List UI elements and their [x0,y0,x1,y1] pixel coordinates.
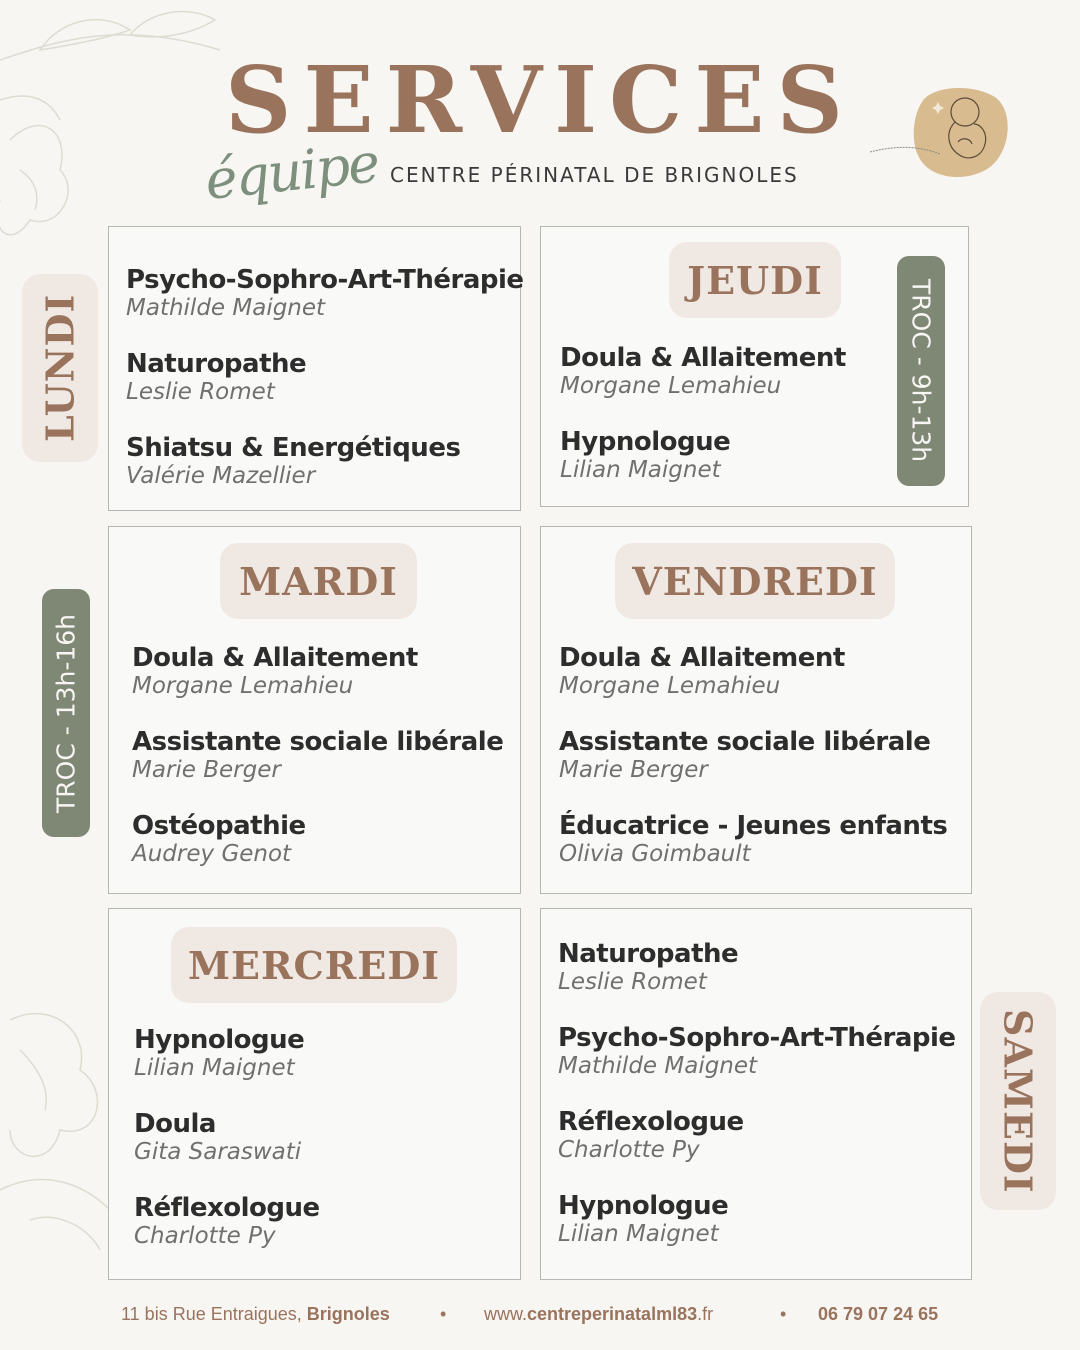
service-role: Psycho-Sophro-Art-Thérapie [558,1023,956,1053]
service-person: Mathilde Maignet [126,295,326,321]
service-item [126,433,460,489]
day-label-samedi-text: SAMEDI [995,1008,1041,1194]
day-card-mercredi [108,908,521,1280]
day-card-vendredi [540,526,972,894]
troc-badge-mardi-text: TROC - 13h-16h [51,613,81,813]
service-item [132,643,418,699]
troc-badge-mardi [42,589,90,837]
service-person: Valérie Mazellier [126,463,316,489]
service-item [559,811,947,867]
service-person: Leslie Romet [126,379,275,405]
day-label-samedi [980,992,1056,1210]
day-card-lundi [108,226,524,511]
service-item [559,727,930,783]
service-role: Doula [134,1109,216,1139]
service-person: Leslie Romet [558,969,707,995]
fetus-line-art-icon [870,82,1015,182]
service-person: Morgane Lemahieu [560,373,782,399]
service-item [126,265,524,321]
service-role: Shiatsu & Energétiques [126,433,461,463]
day-label-jeudi-text: JEUDI [687,257,823,303]
service-item [134,1025,304,1081]
day-label-mardi-text: MARDI [239,558,398,604]
day-card-samedi [540,908,972,1280]
service-item [559,643,845,699]
service-person: Charlotte Py [134,1223,276,1249]
day-label-mercredi-text: MERCREDI [187,942,441,988]
service-role: Doula & Allaitement [560,343,846,373]
service-person: Charlotte Py [558,1137,700,1163]
service-role: Hypnologue [134,1025,305,1055]
service-person: Lilian Maignet [560,457,721,483]
footer-separator: • [440,1304,447,1324]
service-person: Gita Saraswati [134,1139,302,1165]
service-item [134,1193,320,1249]
service-role: Hypnologue [558,1191,729,1221]
footer-separator: • [780,1304,787,1324]
day-label-vendredi-text: VENDREDI [632,558,878,604]
troc-badge-jeudi [897,256,945,486]
service-item [560,427,730,483]
service-person: Morgane Lemahieu [132,673,354,699]
service-role: Doula & Allaitement [559,643,845,673]
footer-address: 11 bis Rue Entraigues, Brignoles [121,1304,390,1324]
service-person: Olivia Goimbault [559,841,751,867]
service-item [560,343,846,399]
service-role: Éducatrice - Jeunes enfants [559,811,948,841]
footer-phone[interactable]: 06 79 07 24 65 [818,1304,939,1324]
service-item [132,727,503,783]
service-role: Doula & Allaitement [132,643,418,673]
day-label-mardi [220,543,417,619]
day-label-mercredi [171,927,457,1003]
service-item [558,1023,956,1079]
service-person: Lilian Maignet [558,1221,719,1247]
troc-badge-jeudi-text: TROC - 9h-13h [906,279,936,463]
day-label-jeudi [669,242,841,318]
equipe-script-word: équipe [202,131,381,212]
footer-website-link[interactable]: www.centreperinatalml83.fr [484,1304,714,1324]
service-person: Morgane Lemahieu [559,673,781,699]
day-label-lundi-text: LUNDI [37,293,83,443]
day-card-jeudi [540,226,969,507]
service-role: Ostéopathie [132,811,306,841]
service-person: Marie Berger [132,757,281,783]
service-role: Assistante sociale libérale [132,727,504,757]
service-item [126,349,306,405]
service-item [558,1191,728,1247]
service-role: Naturopathe [126,349,307,379]
center-name-subtitle: CENTRE PÉRINATAL DE BRIGNOLES [390,163,799,187]
service-role: Réflexologue [558,1107,744,1137]
service-person: Mathilde Maignet [558,1053,758,1079]
service-person: Marie Berger [559,757,708,783]
service-role: Naturopathe [558,939,739,969]
service-item [558,1107,744,1163]
service-item [558,939,738,995]
service-role: Assistante sociale libérale [559,727,931,757]
service-item [132,811,306,867]
page-title: SERVICES [225,46,855,154]
service-person: Audrey Genot [132,841,292,867]
service-role: Réflexologue [134,1193,320,1223]
service-role: Psycho-Sophro-Art-Thérapie [126,265,524,295]
service-person: Lilian Maignet [134,1055,295,1081]
day-label-lundi [22,274,98,462]
service-item [134,1109,301,1165]
service-role: Hypnologue [560,427,731,457]
day-label-vendredi [615,543,895,619]
day-card-mardi [108,526,521,894]
